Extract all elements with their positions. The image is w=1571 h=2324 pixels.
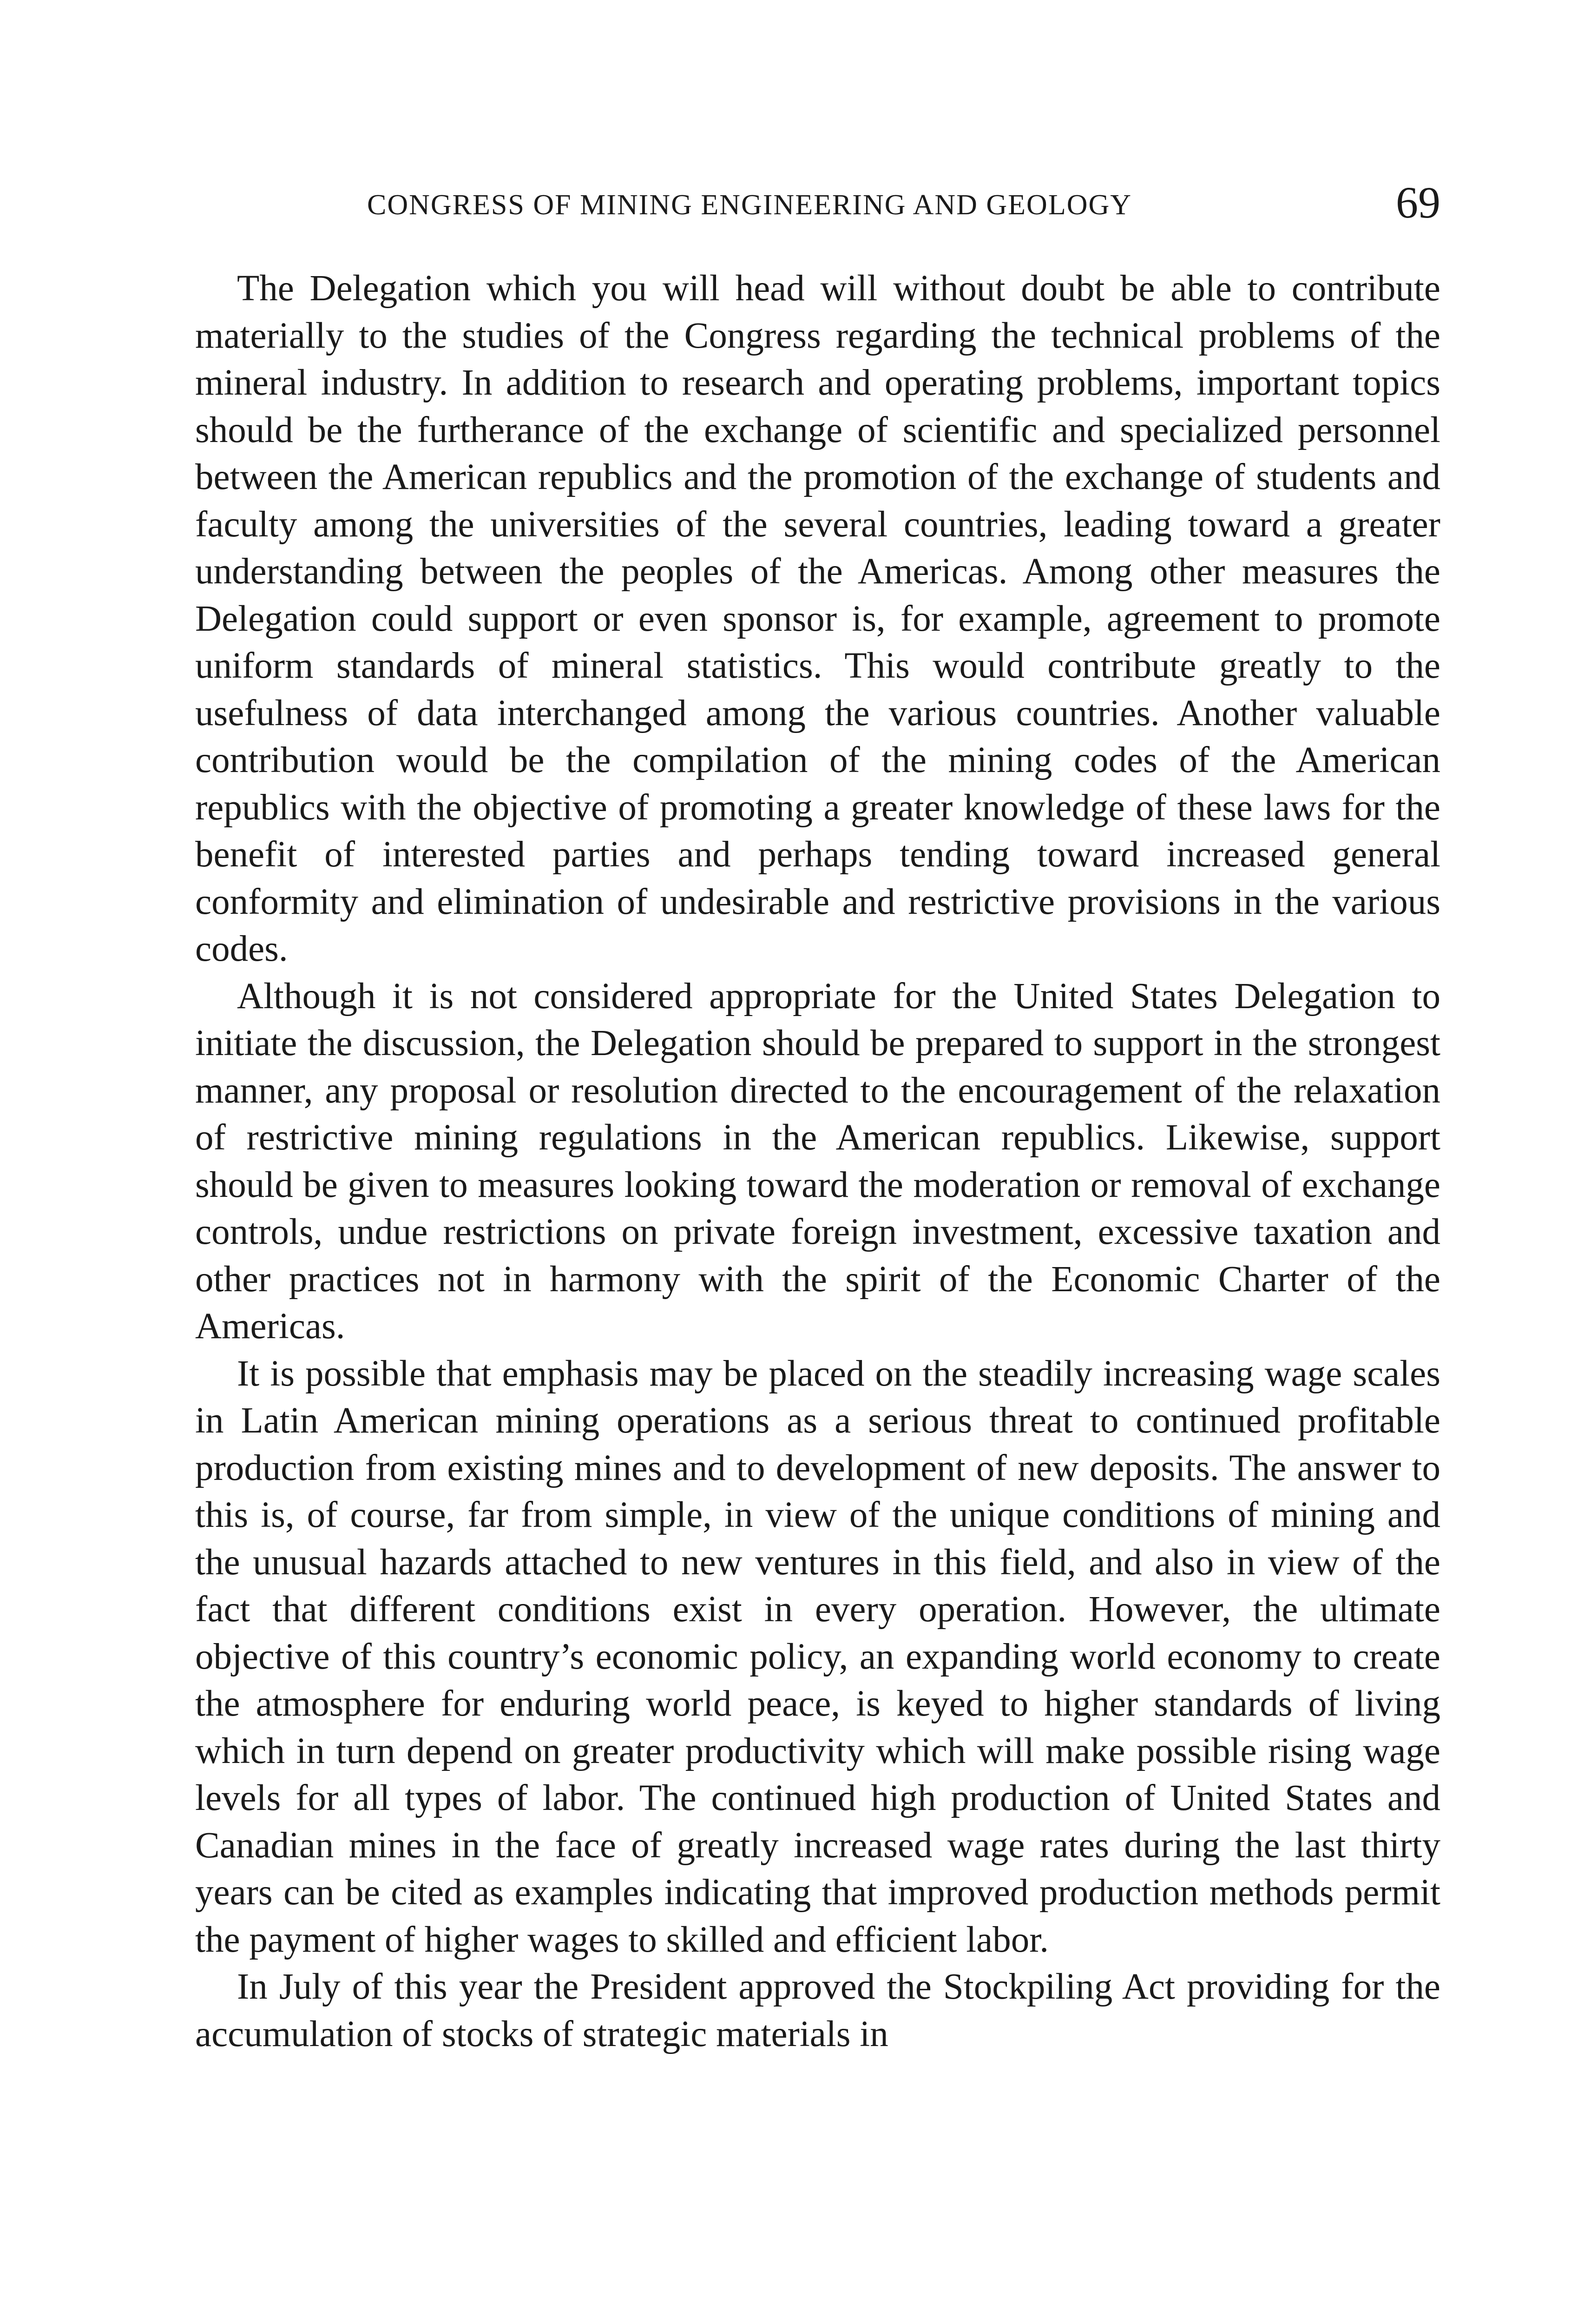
paragraph: In July of this year the President approved the Stockpiling Act providing for the accumulation of stocks of strategic materials in: [195, 1967, 1440, 2054]
running-head: [195, 177, 1440, 232]
paragraph: It is possible that emphasis may be placed on the steadily increasing wage scales in Latin American mining operations as a serious threat to continued profitable production from existing mines and to development of new deposits. The answer to this is, of course, far from simple, in view of the unique conditions of mining and the unusual hazards attached to new ventures in this field, and also in view of the fact that different conditions exist in every operation. However, the ultimate objective of this country’s economic policy, an expanding world economy to create the atmosphere for enduring world peace, is keyed to higher standards of living which in turn depend on greater productivity which will make possible rising wage levels for all types of labor. The continued high production of United States and Canadian mines in the face of greatly increased wage rates during the last thirty years can be cited as examples indicating that improved production methods permit the payment of higher wages to skilled and efficient labor.: [195, 1353, 1440, 1960]
running-title: CONGRESS OF MINING ENGINEERING AND GEOLOGY: [367, 189, 1132, 221]
paragraph: Although it is not considered appropriate for the United States Delegation to initiate the discussion, the Delegation should be prepared to support in the strongest manner, any proposal or resolution directed to the encouragement of the relaxation of restrictive mining regulations in the American republics. Likewise, support should be given to measures looking toward the moderation or removal of exchange controls, undue restrictions on private foreign investment, excessive taxation and other practices not in harmony with the spirit of the Economic Charter of the Americas.: [195, 976, 1440, 1347]
body-text: [195, 265, 1440, 2058]
paragraph: The Delegation which you will head will without doubt be able to contribute materially to the studies of the Congress regarding the technical problems of the mineral industry. In addition to research and operating problems, important topics should be the furtherance of the exchange of scientific and specialized personnel between the American republics and the promotion of the exchange of students and faculty among the universities of the several countries, leading toward a greater understanding between the peoples of the Americas. Among other measures the Delegation could support or even sponsor is, for example, agreement to promote uniform standards of mineral statistics. This would contribute greatly to the usefulness of data interchanged among the various countries. Another valuable contribution would be the compilation of the mining codes of the American republics with the objective of promoting a greater knowledge of these laws for the benefit of interested parties and perhaps tending toward increased general conformity and elimination of undesirable and restrictive provisions in the various codes.: [195, 268, 1440, 969]
document-page: [195, 177, 1440, 2058]
page-number: 69: [1396, 178, 1440, 227]
